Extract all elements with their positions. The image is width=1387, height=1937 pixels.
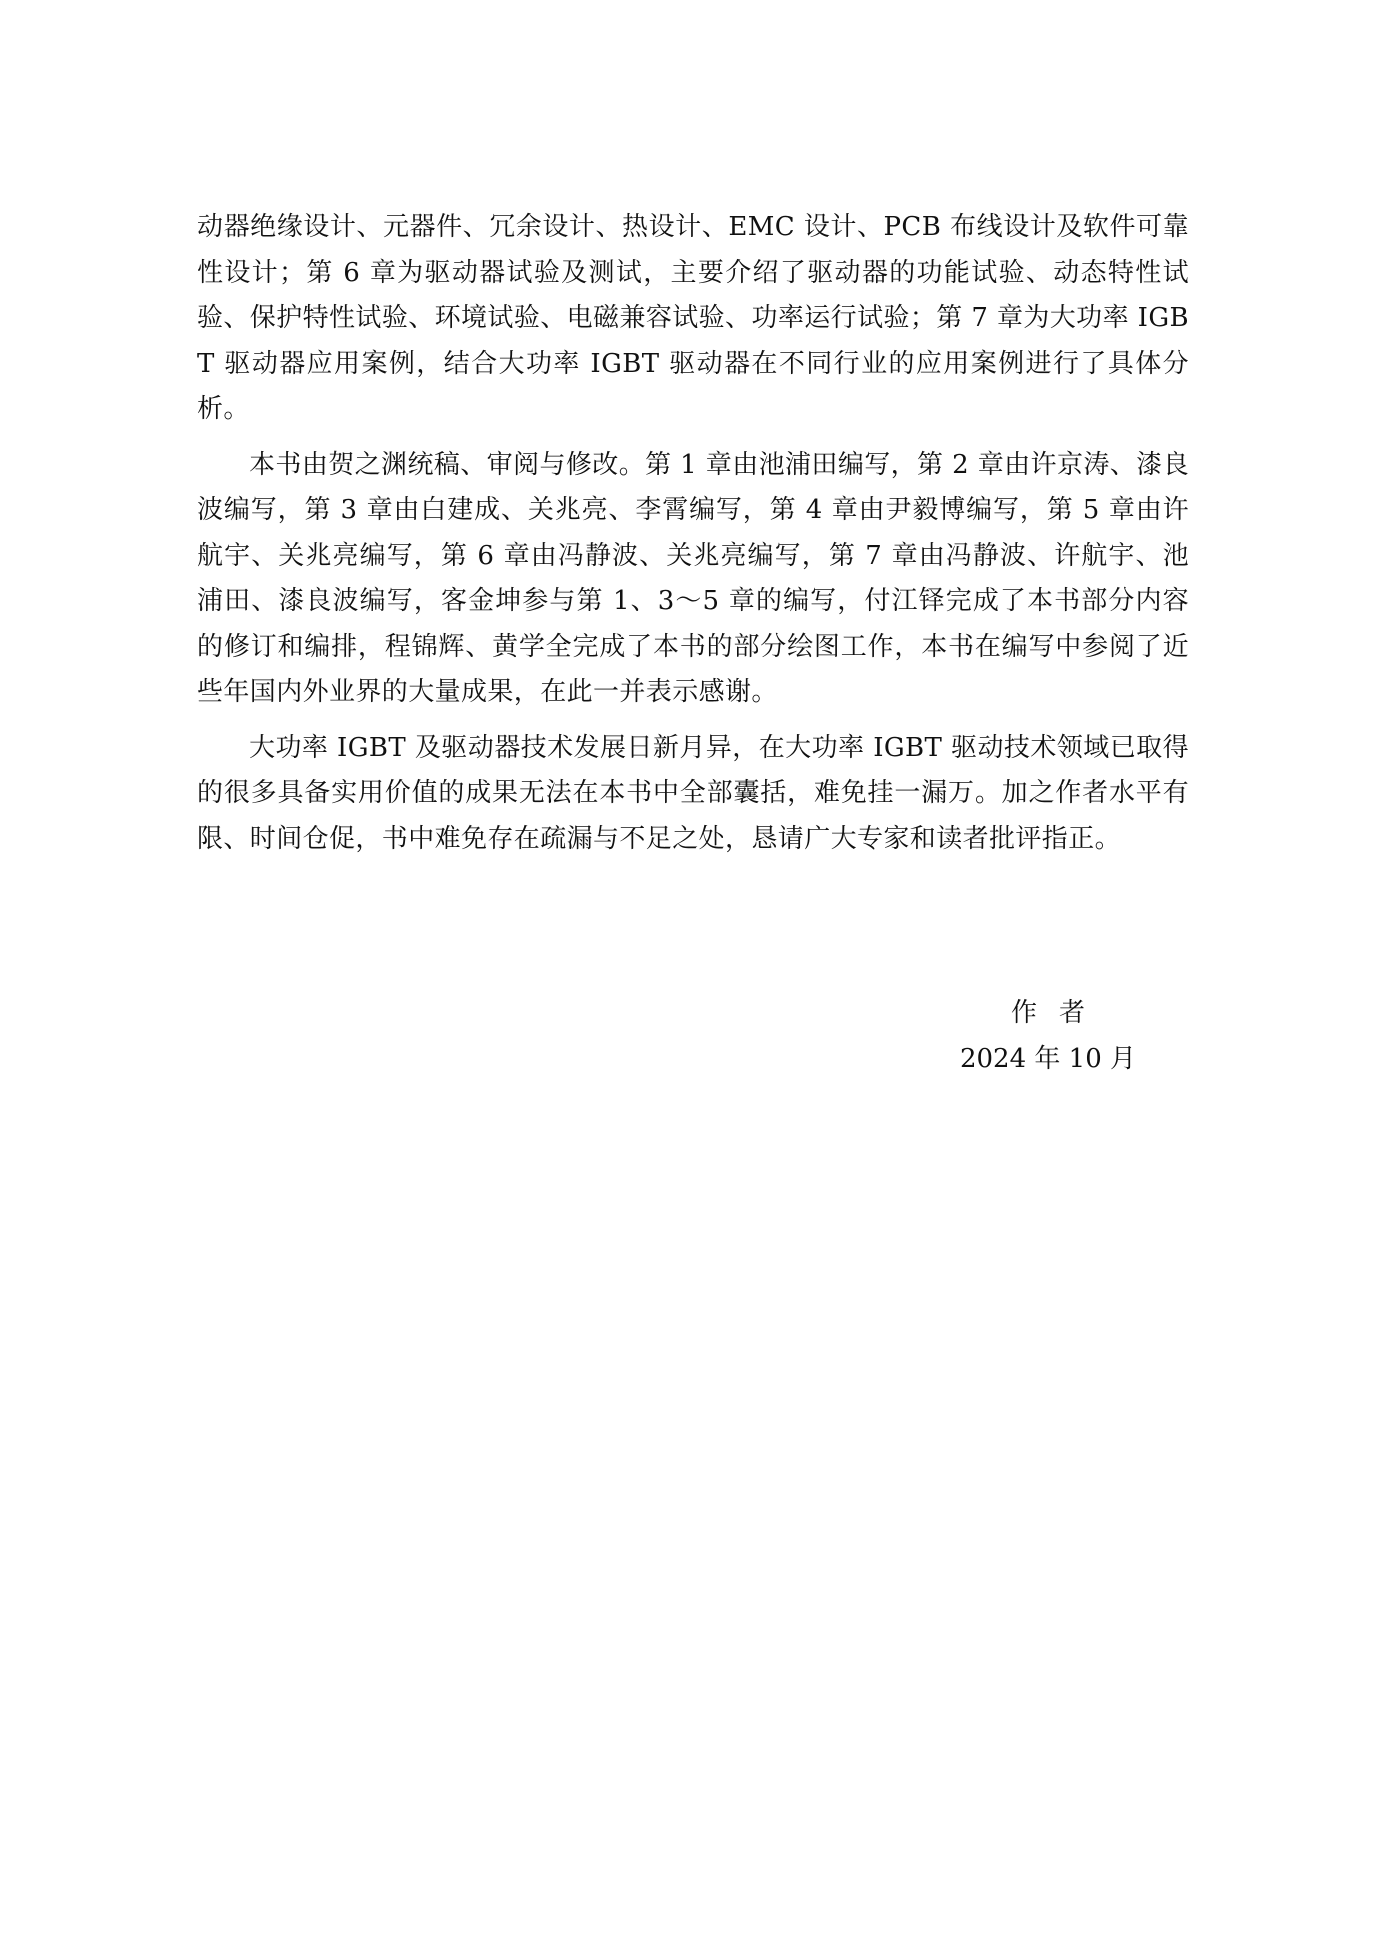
body-text (197, 205, 1189, 862)
signature-block (958, 990, 1138, 1082)
paragraph-authors: 本书由贺之渊统稿、审阅与修改。第 1 章由池浦田编写，第 2 章由许京涛、漆良波编写，第 3 章由白建成、关兆亮、李霄编写，第 4 章由尹毅博编写，第 5 章由许航宇、关兆亮编写，第 6 章由冯静波、关兆亮编写，第 7 章由冯静波、许航宇、池浦田、漆良波编写，客金坤参与第 1、3～5 章的编写，付江铎完成了本书部分内容的修订和编排，程锦辉、黄学全完成了本书的部分绘图工作，本书在编写中参阅了近些年国内外业界的大量成果，在此一并表示感谢。 (197, 449, 1189, 707)
paragraph-continuation: 动器绝缘设计、元器件、冗余设计、热设计、EMC 设计、PCB 布线设计及软件可靠性设计；第 6 章为驱动器试验及测试，主要介绍了驱动器的功能试验、动态特性试验、保护特性试验、环境试验、电磁兼容试验、功率运行试验；第 7 章为大功率 IGBT 驱动器应用案例，结合大功率 IGBT 驱动器在不同行业的应用案例进行了具体分析。 (197, 212, 1189, 424)
paragraph-disclaimer: 大功率 IGBT 及驱动器技术发展日新月异，在大功率 IGBT 驱动技术领域已取得的很多具备实用价值的成果无法在本书中全部囊括，难免挂一漏万。加之作者水平有限、时间仓促，书中难免存在疏漏与不足之处，恳请广大专家和读者批评指正。 (197, 732, 1189, 854)
signature-date: 2024 年 10 月 (959, 1044, 1137, 1074)
signature-author: 作者 (1010, 998, 1107, 1028)
